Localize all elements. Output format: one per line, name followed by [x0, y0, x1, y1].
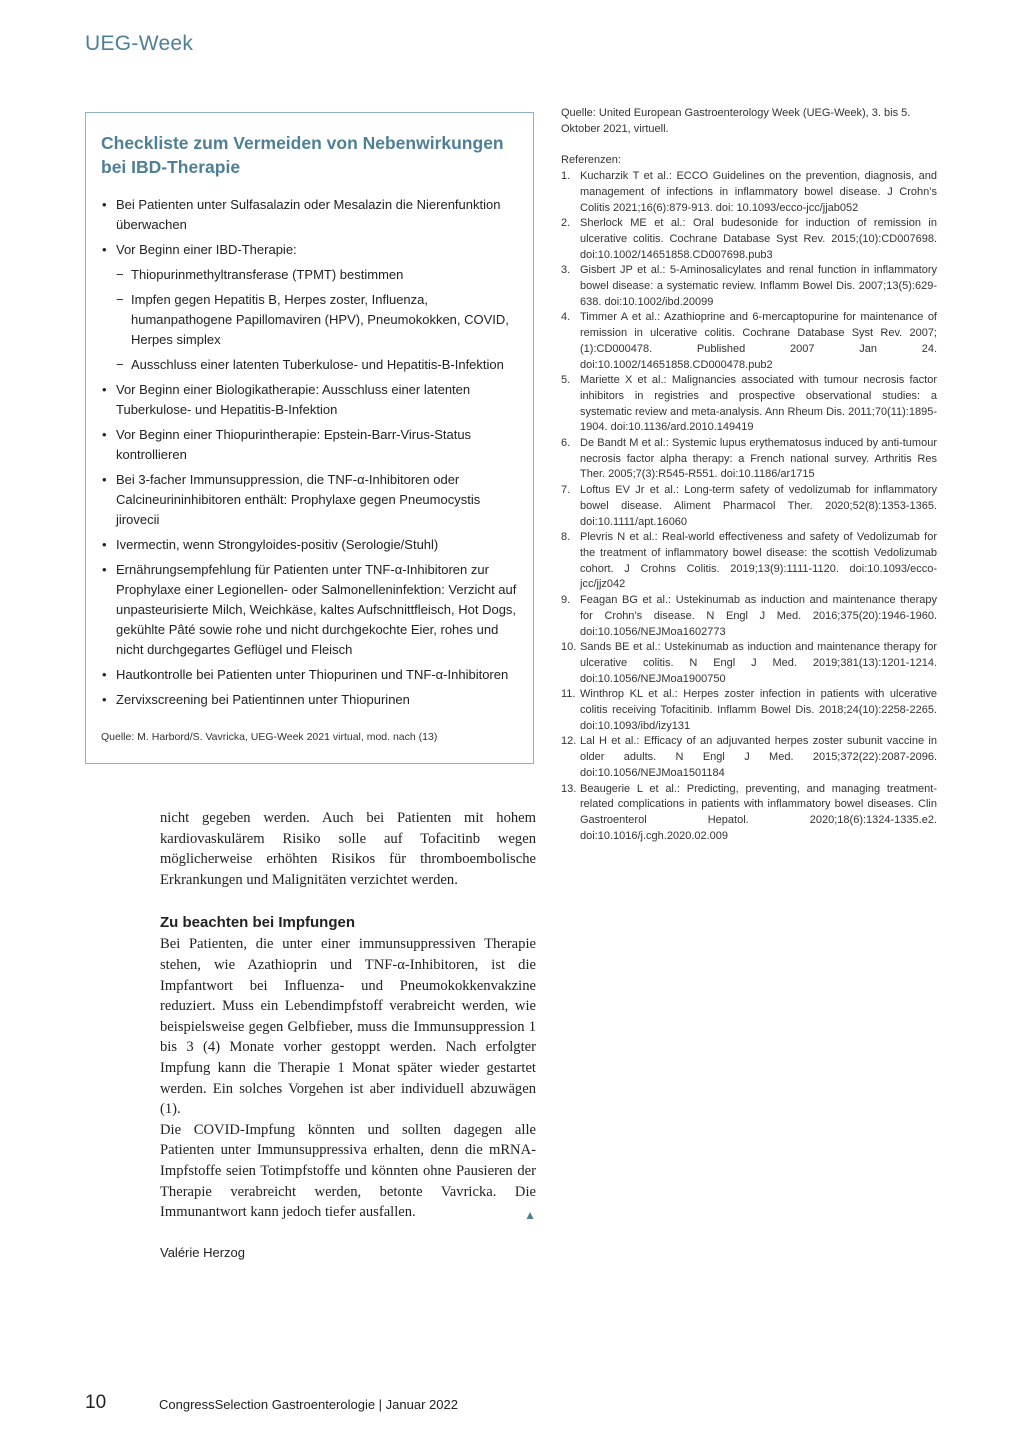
- checklist-subitem: − Impfen gegen Hepatitis B, Herpes zoster, Influenza, humanpathogene Papillomaviren (HPV), Pneumokokken, COVID, Herpes simplex: [116, 290, 521, 350]
- reference-item: [561, 263, 937, 310]
- reference-text: Plevris N et al.: Real-world effectiveness and safety of Vedolizumab for the treatment of inflammatory bowel disease: the scottish Vedolizumab cohort. J Crohns Colitis. 2019;13(9):1111-1120. doi:10.1093/ecco-jcc/jjz042: [580, 531, 937, 591]
- checklist-item: • Vor Beginn einer Thiopurintherapie: Epstein-Barr-Virus-Status kontrollieren: [101, 425, 521, 465]
- reference-number: 1.: [561, 170, 571, 183]
- checklist-item: • Ernährungsempfehlung für Patienten unter TNF-α-Inhibitoren zur Prophylaxe einer Legionellen- oder Salmonelleninfektion: Verzicht auf unpasteurisierte Milch, Weichkäse, kaltes Aufschnittfleisch, Hot Dogs, gekühlte Pâté sowie rohe und nicht durchgekochte Eier, rohes und nicht durchgegartes Geflügel und Fleisch: [101, 560, 521, 660]
- author-name: Valérie Herzog: [160, 1245, 246, 1260]
- reference-item: [561, 687, 937, 734]
- body-paragraph-last: [160, 1120, 536, 1223]
- checklist-item: • Ivermectin, wenn Strongyloides-positiv (Serologie/Stuhl): [101, 535, 521, 555]
- checklist: [101, 195, 521, 715]
- reference-text: De Bandt M et al.: Systemic lupus erythematosus induced by anti-tumour necrosis factor alpha therapy: a French national survey. Arthritis Res Ther. 2005;7(3):R545-R551. doi:10.1186/ar1715: [580, 437, 937, 481]
- subheading-vaccination: Zu beachten bei Impfungen: [160, 914, 356, 932]
- checklist-item-text: Vor Beginn einer IBD-Therapie:: [116, 242, 297, 257]
- reference-number: 4.: [561, 311, 571, 324]
- reference-number: 7.: [561, 484, 571, 497]
- reference-number: 10.: [561, 641, 577, 654]
- reference-number: 3.: [561, 264, 571, 277]
- reference-number: 13.: [561, 782, 577, 795]
- footer-publication: CongressSelection Gastroenterologie | Januar 2022: [159, 1397, 458, 1412]
- reference-text: Sherlock ME et al.: Oral budesonide for induction of remission in ulcerative colitis. Cochrane Database Syst Rev. 2015;(10):CD007698. doi:10.1002/14651858.CD007698.pub3: [580, 217, 937, 261]
- reference-number: 6.: [561, 437, 571, 450]
- article-source: Quelle: United European Gastroenterology Week (UEG-Week), 3. bis 5. Oktober 2021, virtuell.: [561, 107, 911, 135]
- body-paragraph-text: Die COVID-Impfung könnten und sollten dagegen alle Patienten unter Immunsuppressiva erhalten, denn die mRNA-Impfstoffe seien Totimpfstoffe und könnten ohne Pausieren der Therapie verabreicht werden, betonte Vavricka. Die Immunantwort kann jedoch tiefer ausfallen.: [160, 1121, 536, 1221]
- reference-text: Beaugerie L et al.: Predicting, preventing, and managing treatment-related complications in patients with inflammatory bowel diseases. Clin Gastroenterol Hepatol. 2020;18(6):1324-1335.e2. doi:10.1016/j.cgh.2020.02.009: [580, 782, 937, 842]
- checklist-source: Quelle: M. Harbord/S. Vavricka, UEG-Week 2021 virtual, mod. nach (13): [101, 731, 438, 743]
- reference-item: [561, 310, 937, 373]
- reference-number: 2.: [561, 217, 571, 230]
- checklist-subitem: − Ausschluss einer latenten Tuberkulose- und Hepatitis-B-Infektion: [116, 355, 521, 375]
- checklist-item: • Hautkontrolle bei Patienten unter Thiopurinen und TNF-α-Inhibitoren: [101, 665, 521, 685]
- reference-text: Winthrop KL et al.: Herpes zoster infection in patients with ulcerative colitis receiving Tofacitinib. Inflamm Bowel Dis. 2018;24(10):2258-2265. doi:10.1093/ibd/izy131: [580, 688, 937, 732]
- reference-number: 9.: [561, 594, 571, 607]
- checklist-item: [101, 240, 521, 375]
- checklist-item: • Bei 3-facher Immunsuppression, die TNF-α-Inhibitoren oder Calcineurininhibitoren enthält: Prophylaxe gegen Pneumocystis jirovecii: [101, 470, 521, 530]
- reference-number: 12.: [561, 735, 577, 748]
- reference-item: [561, 734, 937, 781]
- reference-item: [561, 483, 937, 530]
- checklist-title: Checkliste zum Vermeiden von Nebenwirkungen bei IBD-Therapie: [101, 133, 504, 177]
- reference-text: Feagan BG et al.: Ustekinumab as induction and maintenance therapy for Crohn’s disease. N Engl J Med. 2016;375(20):1946-1960. doi:10.1056/NEJMoa1602773: [580, 594, 937, 638]
- article-body: [160, 808, 536, 1226]
- checklist-box: [85, 112, 534, 764]
- reference-item: [561, 530, 937, 593]
- checklist-sublist: [116, 265, 521, 375]
- reference-item: [561, 436, 937, 483]
- references-list: [561, 169, 937, 844]
- reference-text: Timmer A et al.: Azathioprine and 6-mercaptopurine for maintenance of remission in ulcerative colitis. Cochrane Database Syst Rev. 2007;(1):CD000478. Published 2007 Jan 24. doi:10.1002/14651858.CD000478.pub2: [580, 311, 937, 371]
- reference-text: Sands BE et al.: Ustekinumab as induction and maintenance therapy for ulcerative colitis. N Engl J Med. 2019;381(13):1201-1214. doi:10.1056/NEJMoa1900750: [580, 641, 937, 685]
- reference-item: [561, 216, 937, 263]
- references-heading: Referenzen:: [561, 154, 621, 167]
- reference-item: [561, 169, 937, 216]
- reference-text: Mariette X et al.: Malignancies associated with tumour necrosis factor inhibitors in registries and prospective observational studies: a systematic review and meta-analysis. Ann Rheum Dis. 2011;70(11):1895-1904. doi:10.1136/ard.2010.149419: [580, 374, 937, 434]
- reference-number: 11.: [561, 688, 576, 701]
- section-header: UEG-Week: [85, 32, 194, 55]
- reference-item: [561, 782, 937, 845]
- reference-text: Kucharzik T et al.: ECCO Guidelines on the prevention, diagnosis, and management of infections in inflammatory bowel disease. J Crohn’s Colitis 2021;16(6):879-913. doi: 10.1093/ecco-jcc/jjab052: [580, 170, 937, 214]
- reference-text: Loftus EV Jr et al.: Long-term safety of vedolizumab for inflammatory bowel disease. Aliment Pharmacol Ther. 2020;52(8):1353-1365. doi:10.1111/apt.16060: [580, 484, 937, 528]
- checklist-item: • Bei Patienten unter Sulfasalazin oder Mesalazin die Nierenfunktion überwachen: [101, 195, 521, 235]
- reference-item: [561, 593, 937, 640]
- reference-number: 8.: [561, 531, 571, 544]
- body-paragraph: Bei Patienten, die unter einer immunsuppressiven Therapie stehen, wie Azathioprin und TNF-α-Inhibitoren, ist die Impfantwort bei Influenza- und Pneumokokkenvakzine reduziert. Muss ein Lebendimpfstoff verabreicht werden, wie beispielsweise gegen Gelbfieber, muss die Immunsuppression 1 bis 3 (4) Monate vorher gestoppt werden. Nach erfolgter Impfung kann die Therapie 1 Monat später wieder gestartet werden. Ein solches Vorgehen ist aber individuell abzuwägen (1).: [160, 936, 536, 1118]
- reference-number: 5.: [561, 374, 571, 387]
- checklist-item: • Vor Beginn einer Biologikatherapie: Ausschluss einer latenten Tuberkulose- und Hepatitis-B-Infektion: [101, 380, 521, 420]
- reference-item: [561, 640, 937, 687]
- page-number: 10: [85, 1392, 107, 1413]
- reference-text: Gisbert JP et al.: 5-Aminosalicylates and renal function in inflammatory bowel disease: a systematic review. Inflamm Bowel Dis. 2007;13(5):629-638. doi:10.1002/ibd.20099: [580, 264, 937, 308]
- end-of-article-icon: ▲: [524, 1208, 536, 1223]
- body-paragraph: nicht gegeben werden. Auch bei Patienten mit hohem kardiovaskulärem Risiko solle auf Tofacitinb wegen möglicherweise erhöhten Risikos für thromboembolische Erkrankungen und Malignitäten verzichtet werden.: [160, 810, 536, 888]
- references-column: [561, 106, 937, 844]
- checklist-subitem: − Thiopurinmethyltransferase (TPMT) bestimmen: [116, 265, 521, 285]
- checklist-item: • Zervixscreening bei Patientinnen unter Thiopurinen: [101, 690, 521, 710]
- reference-text: Lal H et al.: Efficacy of an adjuvanted herpes zoster subunit vaccine in older adults. N Engl J Med. 2015;372(22):2087-2096. doi:10.1056/NEJMoa1501184: [580, 735, 937, 779]
- reference-item: [561, 373, 937, 436]
